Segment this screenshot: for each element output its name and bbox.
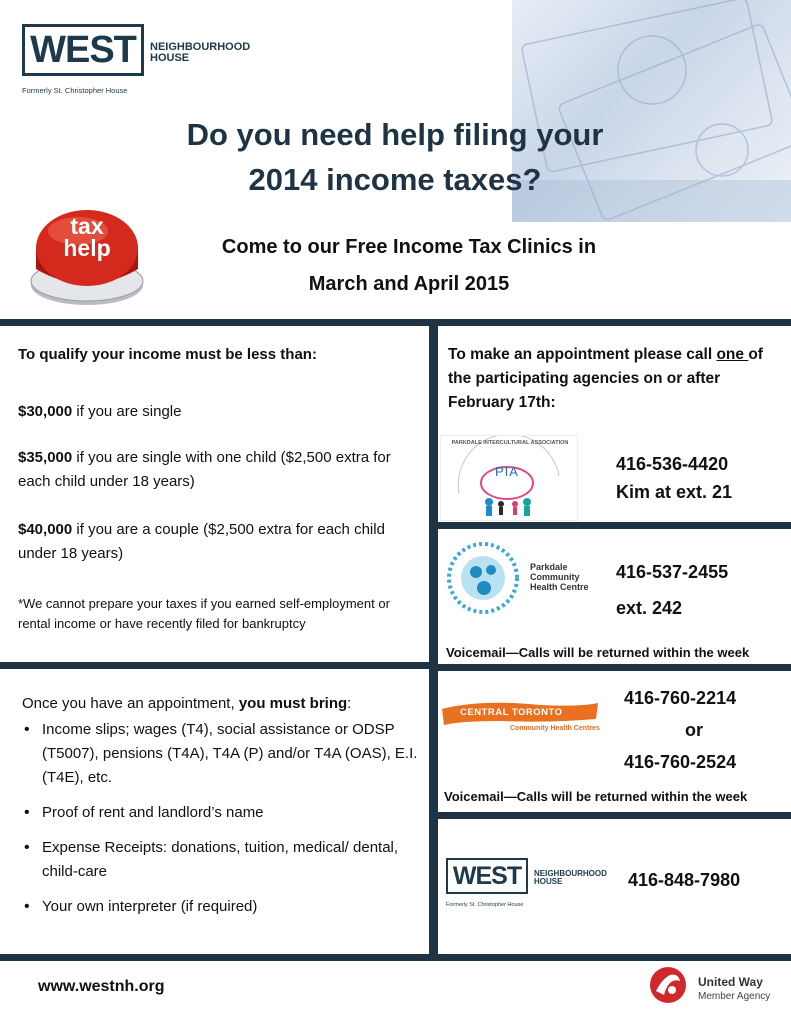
west-logo-line2: HOUSE	[150, 52, 190, 64]
tax-help-button-graphic	[28, 203, 146, 308]
west-agency-logo-line2: HOUSE	[534, 877, 563, 886]
central-toronto-subname: Community Health Centres	[510, 725, 600, 732]
page-title	[100, 112, 690, 202]
divider-right-3	[429, 812, 791, 819]
central-or: or	[685, 720, 703, 740]
united-way-hand-icon	[648, 965, 688, 1005]
bring-intro	[22, 695, 422, 712]
divider-right-1	[429, 522, 791, 529]
west-agency-logo-formerly: Formerly St. Christopher House	[446, 902, 524, 908]
parkdale-ext: ext. 242	[616, 598, 683, 618]
tax-help-button-label	[38, 215, 136, 259]
parkdale-name-line2: Community	[530, 572, 580, 582]
qualify-amount-3: $40,000	[18, 521, 73, 538]
qualify-item-3	[18, 518, 420, 566]
divider-bottom	[0, 954, 791, 961]
subtitle-line2: March and April 2015	[308, 273, 510, 295]
pia-logo-letters: PIA	[495, 464, 519, 479]
central-toronto-name: CENTRAL TORONTO	[460, 707, 563, 718]
parkdale-voicemail: Voicemail—Calls will be returned within the week	[446, 645, 750, 660]
parkdale-name	[530, 562, 589, 592]
west-phone[interactable]: 416-848-7980	[628, 870, 741, 890]
qualify-note: *We cannot prepare your taxes if you earned self-employment or rental income or have recently filed for bankruptcy	[18, 596, 390, 631]
pia-phone[interactable]: 416-536-4420	[616, 454, 729, 474]
bring-list-item: • Expense Receipts: donations, tuition, medical/ dental, child-care	[22, 836, 422, 884]
bring-list	[22, 718, 422, 919]
west-agency-logo	[446, 858, 621, 912]
parkdale-name-line1: Parkdale	[530, 562, 568, 572]
bring-list-item: • Income slips; wages (T4), social assistance or ODSP (T5007), pensions (T4A), T4A (P) and/or T4A (OAS), E.I. (T4E), etc.	[22, 718, 422, 790]
qualify-item-2	[18, 446, 420, 494]
pia-logo	[440, 435, 578, 521]
united-way-name: United Way	[698, 975, 763, 989]
divider-middle-left	[0, 662, 436, 669]
west-logo	[22, 24, 282, 99]
central-phone-1[interactable]: 416-760-2214	[624, 688, 737, 708]
west-logo-text: WEST	[30, 28, 136, 71]
pia-logo-icon	[441, 436, 579, 522]
subtitle-line1: Come to our Free Income Tax Clinics in	[221, 236, 597, 258]
page-title-line2: 2014 income taxes?	[248, 162, 542, 197]
west-agency-logo-line1: NEIGHBOURHOOD	[534, 869, 607, 878]
tax-help-line2: help	[63, 235, 111, 261]
parkdale-logo	[446, 542, 596, 614]
west-agency-logo-box	[446, 858, 528, 894]
qualify-amount-2: $35,000	[18, 449, 73, 466]
central-toronto-logo	[440, 697, 602, 737]
qualify-text-3: if you are a couple ($2,500 extra for each child under 18 years)	[18, 521, 385, 562]
bring-intro-bold: you must bring	[238, 695, 348, 712]
bring-intro-end: :	[347, 695, 352, 712]
qualify-heading: To qualify your income must be less than:	[18, 346, 317, 363]
divider-vertical	[429, 319, 438, 961]
qualify-text-1: if you are single	[72, 403, 182, 420]
qualify-text-2: if you are single with one child ($2,500 extra for each child under 18 years)	[18, 449, 391, 490]
bring-list-item: • Your own interpreter (if required)	[22, 895, 422, 919]
appointment-text-underlined: one	[716, 346, 749, 363]
appointment-text-a: To make an appointment please call	[448, 346, 717, 363]
parkdale-logo-icon	[446, 542, 520, 614]
west-logo-subtitle	[150, 42, 250, 64]
west-agency-logo-text: WEST	[452, 861, 522, 890]
pia-ext: Kim at ext. 21	[616, 482, 733, 502]
qualify-item-1	[18, 400, 181, 424]
bring-section	[22, 695, 422, 930]
central-voicemail: Voicemail—Calls will be returned within the week	[444, 789, 748, 804]
appointment-instructions	[448, 343, 783, 415]
west-agency-logo-subtitle	[534, 870, 607, 886]
parkdale-phone[interactable]: 416-537-2455	[616, 562, 729, 582]
west-logo-box	[22, 24, 144, 76]
appointment-text-b: of the participating agencies on or after February 17th:	[448, 346, 763, 411]
central-phone-2[interactable]: 416-760-2524	[624, 752, 737, 772]
footer-website-link[interactable]: www.westnh.org	[38, 978, 165, 995]
divider-right-2	[429, 664, 791, 671]
subtitle	[150, 229, 668, 303]
pia-logo-ring-text: PARKDALE INTERCULTURAL ASSOCIATION	[451, 440, 569, 446]
divider-top	[0, 319, 791, 326]
united-way-logo	[648, 965, 783, 1015]
west-logo-line1: NEIGHBOURHOOD	[150, 41, 251, 53]
tax-help-line1: tax	[70, 213, 104, 239]
page-title-line1: Do you need help filing your	[186, 117, 604, 152]
parkdale-name-line3: Health Centre	[530, 582, 589, 592]
qualify-section	[18, 346, 420, 631]
bring-list-item: • Proof of rent and landlord’s name	[22, 801, 422, 825]
qualify-amount-1: $30,000	[18, 403, 73, 420]
bring-intro-text: Once you have an appointment,	[22, 695, 239, 712]
united-way-sub: Member Agency	[698, 991, 771, 1002]
west-logo-formerly: Formerly St. Christopher House	[22, 86, 128, 95]
